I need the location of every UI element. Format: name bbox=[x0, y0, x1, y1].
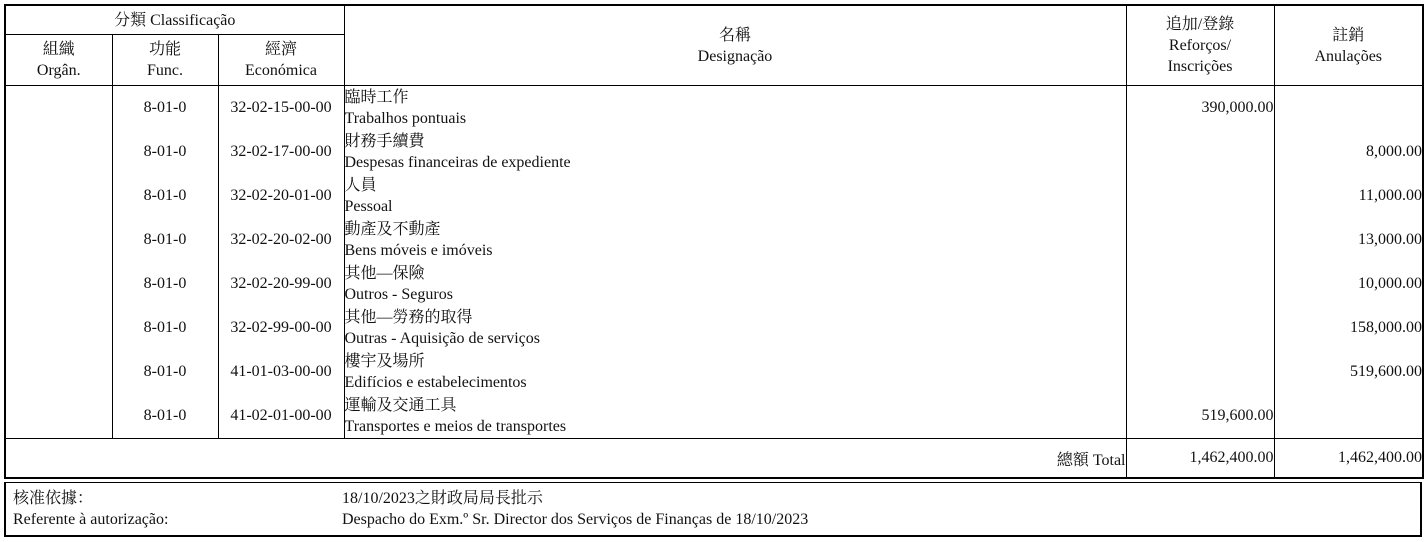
designation-zh: 運輸及交通工具 bbox=[344, 397, 457, 414]
designation-cell bbox=[344, 394, 1126, 439]
econ-code: 41-01-03-00-00 bbox=[218, 350, 344, 394]
func-code: 8-01-0 bbox=[112, 130, 218, 174]
organ-code bbox=[5, 394, 112, 439]
table-row bbox=[5, 262, 1423, 306]
cancellation-amount bbox=[1274, 86, 1423, 131]
designation-cell bbox=[344, 218, 1126, 262]
table-row bbox=[5, 218, 1423, 262]
table-row bbox=[5, 306, 1423, 350]
total-row bbox=[5, 439, 1423, 479]
designation-pt: Outras - Aquisição de serviços bbox=[344, 330, 541, 347]
reinforcement-amount bbox=[1126, 306, 1274, 350]
cancellation-amount: 13,000.00 bbox=[1274, 218, 1423, 262]
cancellation-amount bbox=[1274, 394, 1423, 439]
organ-column-header: 組織 Orgân. bbox=[5, 35, 112, 86]
econ-column-header: 經濟 Económica bbox=[218, 35, 344, 86]
designation-column-header bbox=[344, 5, 1126, 86]
total-label: 總額 Total bbox=[5, 439, 1126, 479]
designation-zh: 財務手續費 bbox=[344, 133, 425, 150]
designation-pt: Despesas financeiras de expediente bbox=[344, 154, 571, 171]
econ-code: 41-02-01-00-00 bbox=[218, 394, 344, 439]
reinforcements-column-header bbox=[1126, 5, 1274, 86]
cancellations-column-header bbox=[1274, 5, 1423, 86]
designation-cell bbox=[344, 130, 1126, 174]
designation-pt: Transportes e meios de transportes bbox=[344, 418, 567, 435]
func-code: 8-01-0 bbox=[112, 86, 218, 131]
econ-code: 32-02-20-02-00 bbox=[218, 218, 344, 262]
designation-zh: 其他—勞務的取得 bbox=[344, 309, 473, 326]
designation-cell bbox=[344, 306, 1126, 350]
organ-code bbox=[5, 86, 112, 131]
designation-cell bbox=[344, 350, 1126, 394]
designation-pt: Trabalhos pontuais bbox=[344, 110, 467, 127]
authorization-value-zh: 18/10/2023之財政局局長批示 bbox=[342, 490, 543, 507]
authorization-label bbox=[6, 488, 342, 530]
authorization-label-pt: Referente à autorização: bbox=[13, 511, 169, 528]
func-code: 8-01-0 bbox=[112, 174, 218, 218]
table-header bbox=[5, 5, 1423, 86]
designation-zh: 臨時工作 bbox=[344, 89, 409, 106]
designation-header-zh: 名稱 bbox=[718, 26, 751, 44]
func-code: 8-01-0 bbox=[112, 262, 218, 306]
designation-cell bbox=[344, 262, 1126, 306]
reinforcement-amount bbox=[1126, 174, 1274, 218]
reinforcements-header-pt1: Reforços/ bbox=[1168, 37, 1232, 54]
designation-cell bbox=[344, 86, 1126, 131]
reinforcement-amount bbox=[1126, 130, 1274, 174]
cancellations-header-zh: 註銷 bbox=[1332, 26, 1365, 44]
func-code: 8-01-0 bbox=[112, 218, 218, 262]
table-row bbox=[5, 86, 1423, 131]
designation-pt: Outros - Seguros bbox=[344, 286, 453, 303]
classification-group-header: 分類 Classificação bbox=[5, 5, 344, 35]
designation-zh: 樓宇及場所 bbox=[344, 353, 425, 370]
budget-table bbox=[4, 4, 1424, 479]
reinforcement-amount: 519,600.00 bbox=[1126, 394, 1274, 439]
econ-code: 32-02-15-00-00 bbox=[218, 86, 344, 131]
designation-zh: 人員 bbox=[344, 177, 377, 194]
cancellation-amount: 10,000.00 bbox=[1274, 262, 1423, 306]
cancellations-header-pt: Anulações bbox=[1314, 47, 1383, 65]
reinforcements-header-pt2: Inscrições bbox=[1167, 58, 1233, 75]
table-row bbox=[5, 394, 1423, 439]
econ-code: 32-02-20-99-00 bbox=[218, 262, 344, 306]
cancellation-amount: 519,600.00 bbox=[1274, 350, 1423, 394]
designation-header-pt: Designação bbox=[697, 47, 773, 65]
func-column-header: 功能 Func. bbox=[112, 35, 218, 86]
total-cancellation-amount: 1,462,400.00 bbox=[1274, 439, 1423, 479]
reinforcement-amount bbox=[1126, 218, 1274, 262]
econ-code: 32-02-17-00-00 bbox=[218, 130, 344, 174]
authorization-label-zh: 核准依據： bbox=[13, 490, 94, 507]
designation-pt: Edifícios e estabelecimentos bbox=[344, 374, 527, 391]
designation-zh: 其他—保險 bbox=[344, 265, 425, 282]
designation-pt: Bens móveis e imóveis bbox=[344, 242, 493, 259]
econ-code: 32-02-99-00-00 bbox=[218, 306, 344, 350]
designation-zh: 動產及不動產 bbox=[344, 221, 441, 238]
organ-code bbox=[5, 218, 112, 262]
cancellation-amount: 11,000.00 bbox=[1274, 174, 1423, 218]
table-row bbox=[5, 130, 1423, 174]
organ-code bbox=[5, 306, 112, 350]
organ-code bbox=[5, 130, 112, 174]
reinforcements-header-zh: 追加/登錄 bbox=[1165, 16, 1235, 33]
organ-code bbox=[5, 262, 112, 306]
total-reinforcement-amount: 1,462,400.00 bbox=[1126, 439, 1274, 479]
cancellation-amount: 158,000.00 bbox=[1274, 306, 1423, 350]
reinforcement-amount bbox=[1126, 350, 1274, 394]
reinforcement-amount bbox=[1126, 262, 1274, 306]
econ-code: 32-02-20-01-00 bbox=[218, 174, 344, 218]
table-row bbox=[5, 350, 1423, 394]
func-code: 8-01-0 bbox=[112, 394, 218, 439]
table-body bbox=[5, 86, 1423, 479]
designation-pt: Pessoal bbox=[344, 198, 393, 215]
designation-cell bbox=[344, 174, 1126, 218]
func-code: 8-01-0 bbox=[112, 350, 218, 394]
table-row bbox=[5, 174, 1423, 218]
authorization-value bbox=[342, 488, 1420, 530]
organ-code bbox=[5, 350, 112, 394]
authorization-value-pt: Despacho do Exm.º Sr. Director dos Serviços de Finanças de 18/10/2023 bbox=[342, 511, 809, 528]
authorization-footer bbox=[4, 482, 1422, 537]
func-code: 8-01-0 bbox=[112, 306, 218, 350]
reinforcement-amount: 390,000.00 bbox=[1126, 86, 1274, 131]
cancellation-amount: 8,000.00 bbox=[1274, 130, 1423, 174]
organ-code bbox=[5, 174, 112, 218]
